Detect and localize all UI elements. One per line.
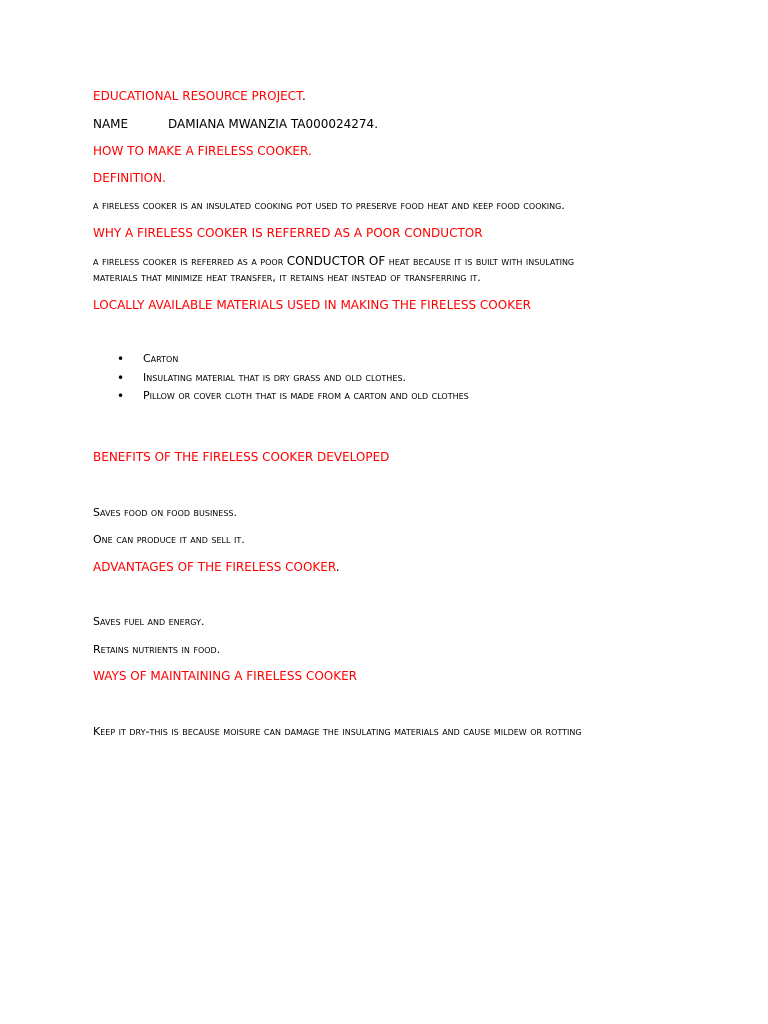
why-text-line-1-a: a fireless cooker is referred as a poor <box>93 255 287 268</box>
materials-heading: LOCALLY AVAILABLE MATERIALS USED IN MAKING THE FIRELESS COOKER <box>93 298 531 312</box>
bullet-dot-icon: • <box>117 352 125 366</box>
how-to-title: HOW TO MAKE A FIRELESS COOKER. <box>93 144 312 158</box>
project-title-punct: . <box>301 89 306 103</box>
definition-text: a fireless cooker is an insulated cooking pot used to preserve food heat and keep food cooking. <box>93 199 565 212</box>
list-item <box>93 369 469 388</box>
why-heading: WHY A FIRELESS COOKER IS REFERRED AS A POOR CONDUCTOR <box>93 226 483 240</box>
advantage-item: Saves fuel and energy. <box>93 615 205 628</box>
list-item <box>93 387 469 406</box>
maintaining-text: Keep it dry-this is because moisure can damage the insulating materials and cause mildew or rotting <box>93 725 582 738</box>
why-text-line-1-b: CONDUCTOR OF <box>286 254 386 268</box>
advantage-item: Retains nutrients in food. <box>93 643 221 656</box>
benefit-item: One can produce it and sell it. <box>93 533 245 546</box>
project-title-text: EDUCATIONAL RESOURCE PROJECT <box>93 89 302 103</box>
advantages-heading <box>93 559 340 575</box>
why-text-line-2: materials that minimize heat transfer, it retains heat instead of transferring it. <box>93 271 481 284</box>
materials-list <box>93 350 469 406</box>
list-item-text: Insulating material that is dry grass and old clothes. <box>143 370 406 384</box>
name-row <box>93 116 378 132</box>
advantages-heading-punct: . <box>335 560 340 574</box>
project-title <box>93 88 306 104</box>
why-text-line-1 <box>93 253 574 270</box>
name-value: DAMIANA MWANZIA TA000024274. <box>168 117 379 131</box>
list-item-text: Carton <box>143 352 179 365</box>
bullet-dot-icon: • <box>117 389 125 403</box>
list-item-text: Pillow or cover cloth that is made from a carton and old clothes <box>143 389 469 402</box>
definition-heading: DEFINITION. <box>93 171 166 185</box>
advantages-heading-text: ADVANTAGES OF THE FIRELESS COOKER <box>93 560 336 574</box>
benefits-heading: BENEFITS OF THE FIRELESS COOKER DEVELOPED <box>93 450 390 464</box>
list-item <box>93 350 469 369</box>
bullet-dot-icon: • <box>117 370 125 385</box>
why-text-line-1-c: heat because it is built with insulating <box>385 255 575 268</box>
name-label: NAME <box>93 117 129 131</box>
benefit-item: Saves food on food business. <box>93 506 238 519</box>
maintaining-heading: WAYS OF MAINTAINING A FIRELESS COOKER <box>93 669 357 683</box>
